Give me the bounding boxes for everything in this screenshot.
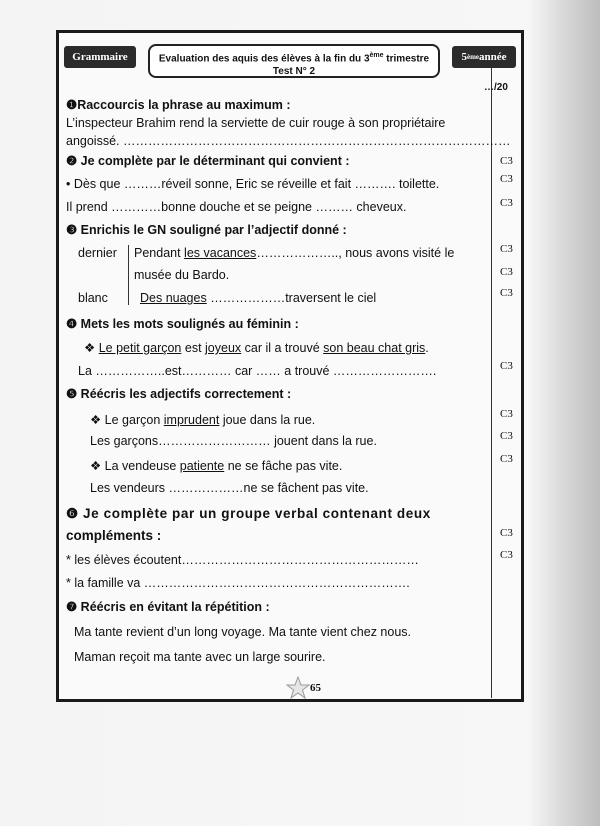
total-score: …/20 <box>484 82 508 93</box>
criterion-mark: C3 <box>500 453 513 465</box>
criterion-mark: C3 <box>500 243 513 255</box>
criterion-mark: C3 <box>500 155 513 167</box>
ex4-answer-line: La ……………..est………… car …… a trouvé ……………………. <box>78 364 437 378</box>
title-box <box>148 44 440 78</box>
ex2-line-2: Il prend …………bonne douche et se peigne ……… cheveux. <box>66 200 407 214</box>
ex6-heading-cont: compléments : <box>66 528 162 543</box>
criterion-mark: C3 <box>500 527 513 539</box>
criterion-mark: C3 <box>500 287 513 299</box>
grade-badge: 5 ème année <box>452 46 516 68</box>
ex3-adjective-1: dernier <box>78 246 117 260</box>
ex5-heading: ❺ Réécris les adjectifs correctement : <box>66 387 292 401</box>
criterion-mark: C3 <box>500 430 513 442</box>
ex4-sentence: ❖ Le petit garçon est joyeux car il a trouvé son beau chat gris. <box>84 341 429 355</box>
subject-label: Grammaire <box>72 51 128 63</box>
ex5-answer-a: Les garçons……………………… jouent dans la rue. <box>90 434 377 448</box>
title-line-2: Test N° 2 <box>272 66 316 78</box>
ex5-sentence-a: ❖ Le garçon imprudent joue dans la rue. <box>90 413 316 427</box>
ex3-heading: ❸ Enrichis le GN souligné par l’adjectif donné : <box>66 223 347 237</box>
ex4-heading: ❹ Mets les mots soulignés au féminin : <box>66 317 299 331</box>
ex6-line-1: * les élèves écoutent………………………………………………… <box>66 553 419 567</box>
ex2-heading: ❷ Je complète par le déterminant qui convient : <box>66 154 350 168</box>
ex7-heading: ❼ Réécris en évitant la répétition : <box>66 600 270 614</box>
subject-badge <box>64 46 136 68</box>
ex1-answer-line: angoissé. ………………………………………………………………………………… <box>66 134 511 148</box>
criterion-mark: C3 <box>500 173 513 185</box>
ex7-line-2: Maman reçoit ma tante avec un large sourire. <box>74 650 326 664</box>
criterion-mark: C3 <box>500 408 513 420</box>
ex3-adjective-2: blanc <box>78 291 108 305</box>
ex6-heading: ❻ Je complète par un groupe verbal contenant deux <box>66 506 431 521</box>
ex3-sentence-2: Des nuages ………………traversent le ciel <box>140 291 377 305</box>
criterion-mark: C3 <box>500 266 513 278</box>
ex5-sentence-b: ❖ La vendeuse patiente ne se fâche pas vite. <box>90 459 343 473</box>
ex2-line-1: • Dès que ………réveil sonne, Eric se réveille et fait ………. toilette. <box>66 177 440 191</box>
ex1-sentence: L’inspecteur Brahim rend la serviette de cuir rouge à son propriétaire <box>66 116 446 130</box>
criterion-mark: C3 <box>500 549 513 561</box>
ex3-sentence-1: Pendant les vacances……………….., nous avons visité le <box>134 246 455 260</box>
title-line-1: Evaluation des aquis des élèves à la fin du 3ème trimestre <box>158 52 430 65</box>
ex3-divider <box>128 245 129 305</box>
ex1-heading: ❶Raccourcis la phrase au maximum : <box>66 98 291 112</box>
page-number: 65 <box>310 682 321 694</box>
criteria-column-divider <box>491 68 492 698</box>
criterion-mark: C3 <box>500 197 513 209</box>
star-icon <box>286 676 310 700</box>
criterion-mark: C3 <box>500 360 513 372</box>
ex7-line-1: Ma tante revient d’un long voyage. Ma tante vient chez nous. <box>74 625 412 639</box>
ex6-line-2: * la famille va ………………………………………………………. <box>66 576 410 590</box>
ex3-sentence-1-cont: musée du Bardo. <box>134 268 230 282</box>
ex5-answer-b: Les vendeurs ………………ne se fâchent pas vite. <box>90 481 369 495</box>
